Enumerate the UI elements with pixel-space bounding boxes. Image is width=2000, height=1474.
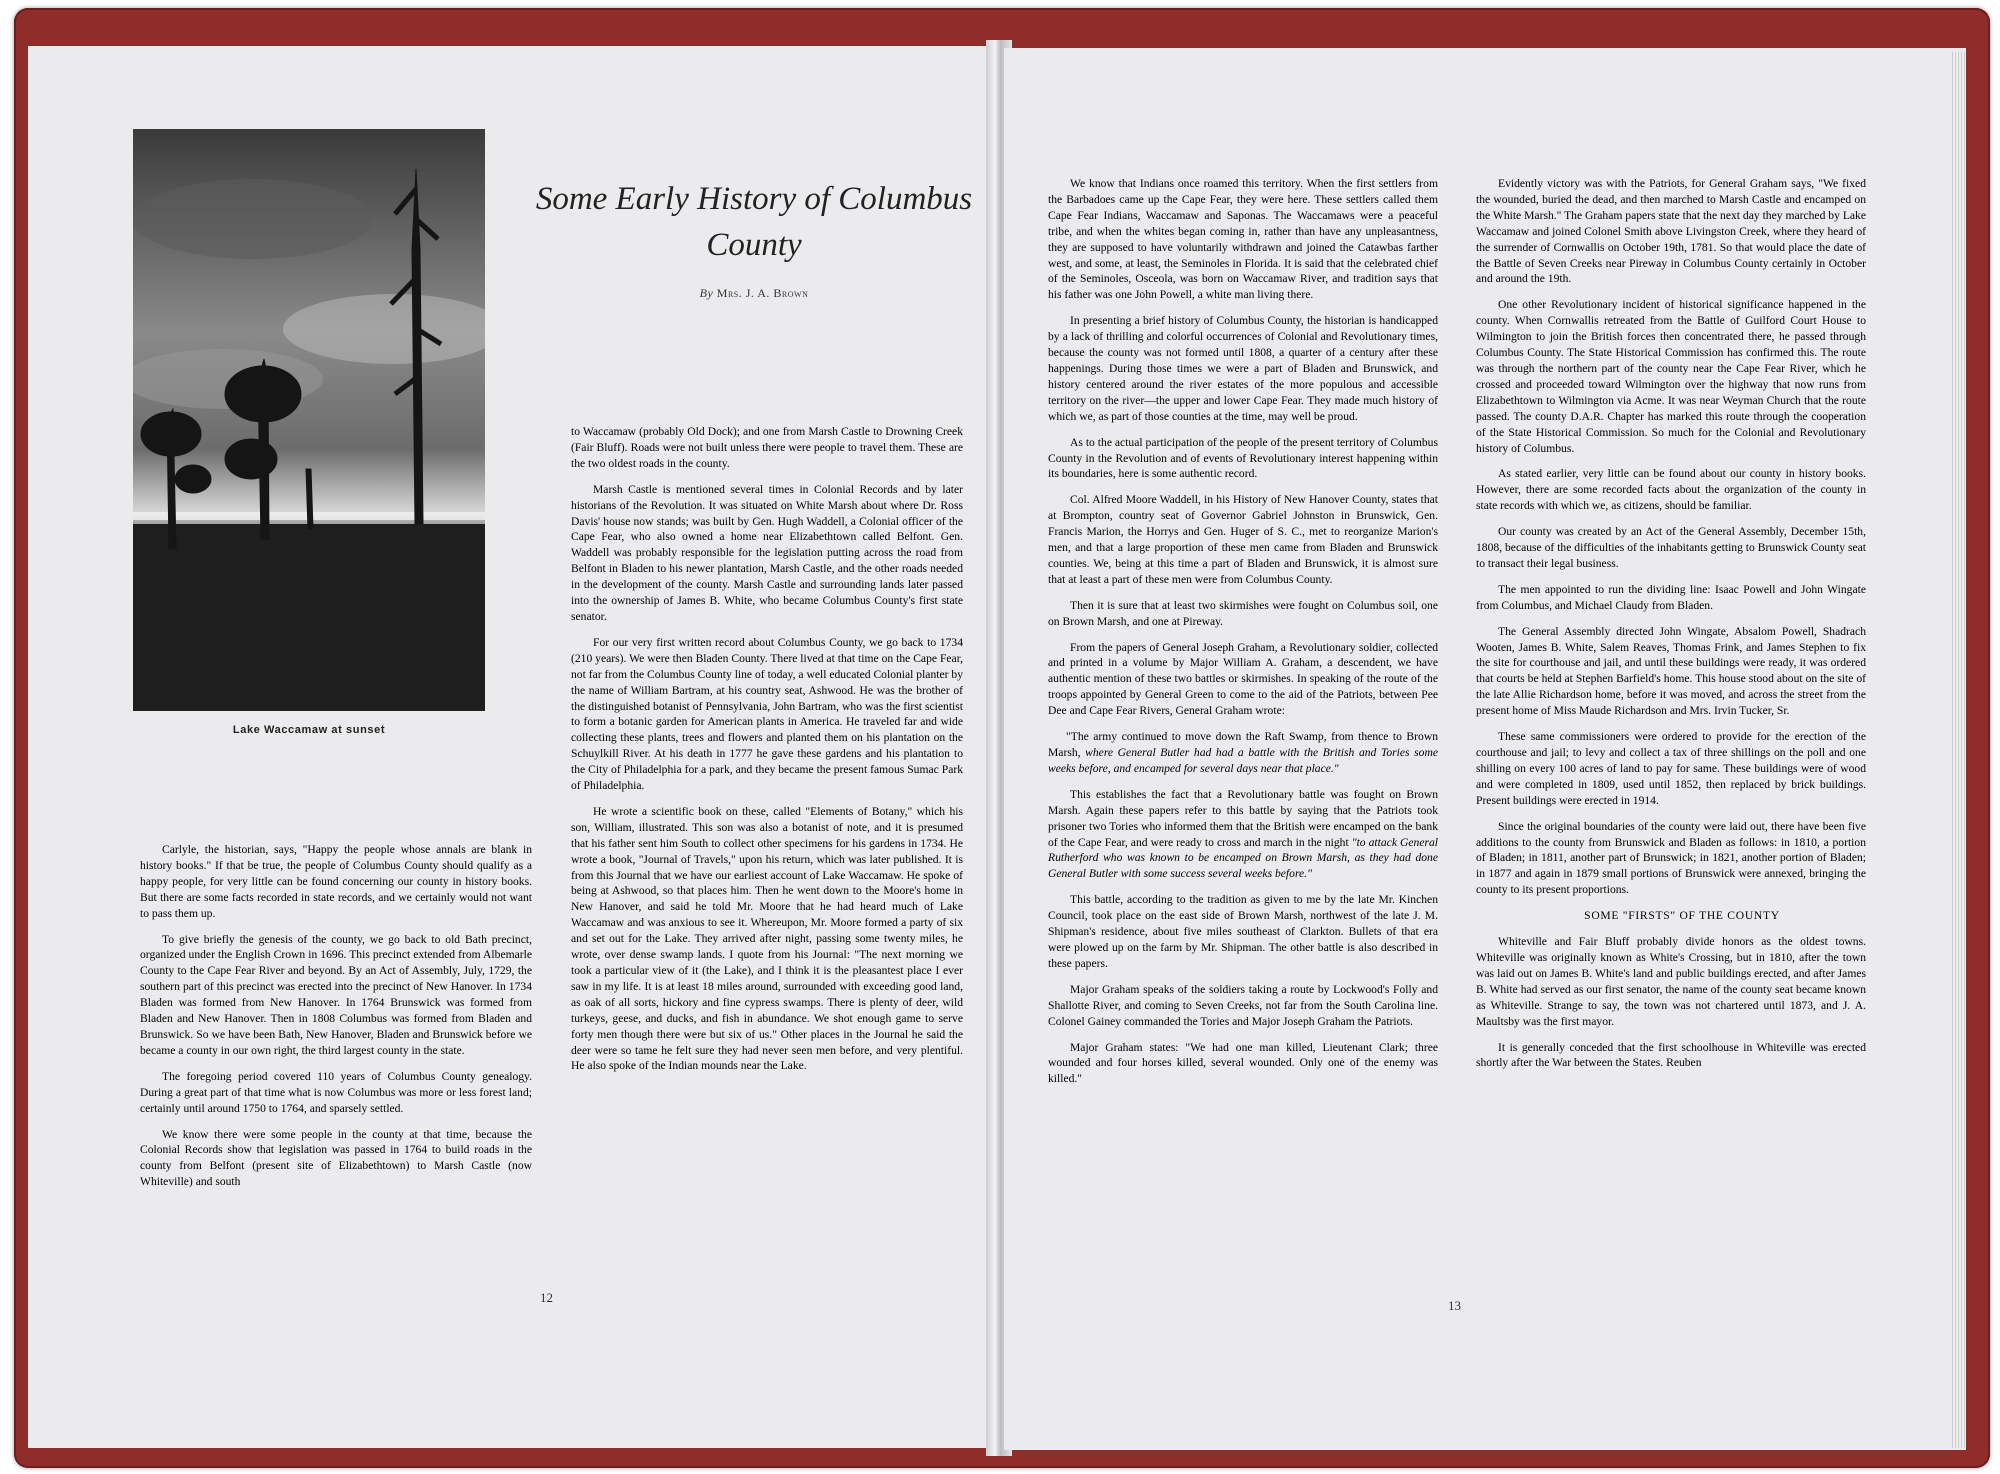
- page-number-left: 12: [540, 1290, 553, 1305]
- byline: [534, 286, 974, 301]
- paragraph: He wrote a scientific book on these, called "Elements of Botany," which his son, William, illustrated. This son was also a botanist of note, and it is presumed that his father sent him South to collect other specimens for his gardens in 1734. He wrote a book, "Journal of Travels," upon his return, which was later published. It is from this Journal that we have our earliest account of Lake Waccamaw. He spoke of being at Ashwood, so that places him. Then he went down to the Moore's home in New Hanover, and said he told Mr. Moore that he had heard much of Lake Waccamaw and was anxious to see it. Whereupon, Mr. Moore formed a party of six and set out for the Lake. They arrived after night, passing some twenty miles, he wrote, over dense swamp lands. I quote from his Journal: "The next morning we took a particular view of it (the Lake), and I think it is the pleasantest place I ever saw in my life. It is at least 18 miles around, surrounded with exceeding good land, as oak of all sorts, hickory and fine cypress swamps. There is plenty of deer, wild turkeys, geese, and ducks, and fish in abundance. We shot enough game to serve forty men though there were but six of us." Other places in the Journal he said the deer were so tame he felt sure they had never seen men before, and very plentiful. He also spoke of the Indian mounds near the Lake.: [571, 804, 963, 1073]
- quotation: [1048, 729, 1438, 777]
- byline-author: Mrs. J. A. Brown: [716, 286, 809, 300]
- paragraph: The General Assembly directed John Wingate, Absalom Powell, Shadrach Wooten, James B. White, Salem Reaves, Thomas Frink, and James Stephen to fix the site for courthouse and jail, and until these buildings were ready, it was ordered that courts be held at Stephen Barfield's home. This house stood about on the site of the late Allie Richardson home, before it was moved, and across the street from the present home of Miss Maude Richardson and Mrs. Irvin Tucker, Sr.: [1476, 624, 1866, 718]
- paragraph: In presenting a brief history of Columbus County, the historian is handicapped by a lack of thrilling and colorful occurrences of Colonial and Revolutionary times, because the county was not formed until 1808, a quarter of a century after these happenings. During those times we were a part of Bladen and Brunswick, and history centered around the river estates of the more populous and accessible territory on the river—the upper and lower Cape Fear. They made much history of which we, as part of those counties at the time, may well be proud.: [1048, 314, 1438, 423]
- paragraph: To give briefly the genesis of the county, we go back to old Bath precinct, organized under the English Crown in 1696. This precinct extended from Albemarle County to the Cape Fear River and beyond. By an Act of Assembly, July, 1729, the southern part of this precinct was erected into the precinct of New Hanover. In 1734 Bladen was formed from New Hanover. In 1764 Brunswick was formed from Bladen and New Hanover. Then in 1808 Columbus was formed from Bladen and Brunswick. So we have been Bath, New Hanover, Bladen and Brunswick before we became a county in our own right, the third largest county in the state.: [140, 932, 532, 1057]
- lake-waccamaw-photo: [133, 129, 485, 711]
- byline-by: By: [699, 286, 714, 300]
- paragraph: Our county was created by an Act of the General Assembly, December 15th, 1808, because of the difficulties of the inhabitants getting to Brunswick County seat to transact their legal business.: [1476, 525, 1866, 570]
- right-column-2: [1476, 176, 1866, 1081]
- paragraph: [1048, 787, 1438, 882]
- paragraph: As to the actual participation of the people of the present territory of Columbus County in the Revolution and of events of Revolutionary interest happening within its boundaries, here is some authentic record.: [1048, 435, 1438, 481]
- paragraph: Evidently victory was with the Patriots, for General Graham says, "We fixed the wounded, buried the dead, and then marched to Marsh Castle and encamped on the White Marsh." The Graham papers state that the next day they marched by Lake Waccamaw and joined Colonel Smith above Livingston Creek, where they heard of the surrender of Cornwallis on October 19th, 1781. So that would place the date of the Battle of Seven Creeks near Pireway in Columbus County certainly in October and around the 19th.: [1476, 177, 1866, 286]
- right-column-1: [1048, 176, 1438, 1097]
- paragraph: to Waccamaw (probably Old Dock); and one from Marsh Castle to Drowning Creek (Fair Bluff). Roads were not built unless there were people to travel them. These are the two oldest roads in the county.: [571, 425, 963, 470]
- left-column-2: [571, 424, 963, 1084]
- left-column-1: [140, 842, 532, 1200]
- paragraph: Then it is sure that at least two skirmishes were fought on Columbus soil, one on Brown Marsh, and one at Pireway.: [1048, 598, 1438, 628]
- lake-photo-image: [133, 129, 485, 711]
- photo-caption: Lake Waccamaw at sunset: [232, 724, 386, 736]
- paragraph: This battle, according to the tradition as given to me by the late Mr. Kinchen Council, took place on the east side of Brown Marsh, northwest of the late J. M. Shipman's residence, about five miles southeast of Clarkton. Bullets of that era were plowed up on the farm by Mr. Shipman. The other battle is also described in these papers.: [1048, 893, 1438, 970]
- article-title: Some Early History of Columbus County: [535, 181, 973, 263]
- paragraph: We know there were some people in the county at that time, because the Colonial Records show that legislation was passed in 1764 to build roads in the county from Belfont (present site of Elizabethtown) to Marsh Castle (now Whiteville) and south: [140, 1127, 532, 1189]
- paragraph: Since the original boundaries of the county were laid out, there have been five additions to the county from Brunswick and Bladen as follows: in 1810, a portion of Bladen; in 1811, another part of Brunswick; in 1821, another portion of Bladen; in 1877 and again in 1879 small portions of Brunswick were annexed, bringing the county to its present proportions.: [1476, 819, 1866, 897]
- paragraph: It is generally conceded that the first schoolhouse in Whiteville was erected shortly after the War between the States. Reuben: [1476, 1040, 1866, 1070]
- paragraph: Marsh Castle is mentioned several times in Colonial Records and by later historians of the Revolution. It was situated on White Marsh about where Dr. Ross Davis' house now stands; was built by Gen. Hugh Waddell, a Colonial officer of the Cape Fear, who also owned a home near Elizabethtown called Belfont. Gen. Waddell was probably responsible for the legislation putting across the road from Belfont in Bladen to his newer plantation, Marsh Castle, and the other roads needed in the development of the county. Marsh Castle and surrounding lands later passed into the ownership of James B. White, who became Columbus County's first state senator.: [571, 482, 963, 623]
- paragraph: Col. Alfred Moore Waddell, in his History of New Hanover County, states that at Brompton, country seat of Governor Gabriel Johnston in Brunswick, Gen. Francis Marion, the Horrys and Gen. Huger of S. C., met to reorganize Marion's men, and that a large proportion of these men came from Bladen and Brunswick counties. We, being at this time a part of Bladen and Brunswick, it is almost sure that at least a part of these men were from Columbus County.: [1048, 493, 1438, 586]
- paragraph: Major Graham speaks of the soldiers taking a route by Lockwood's Folly and Shallotte River, and coming to Seven Creeks, not far from the South Carolina line. Colonel Gainey commanded the Tories and Major Joseph Graham the Patriots.: [1048, 982, 1438, 1028]
- paragraph: Major Graham states: "We had one man killed, Lieutenant Clark; three wounded and four horses killed, several wounded. Only one of the enemy was killed.": [1048, 1040, 1438, 1086]
- paragraph-text: This establishes the fact that a Revolutionary battle was fought on Brown Marsh. Again these papers refer to this battle by saying that the Patriots took prisoner two Tories who informed them that the British were encamped on the bank of the Cape Fear, and were ready to cross and march in the night: [1048, 787, 1438, 849]
- page-edges: [1952, 52, 1966, 1448]
- paragraph: The men appointed to run the dividing line: Isaac Powell and John Wingate from Columbus, and Michael Claudy from Bladen.: [1476, 582, 1866, 612]
- paragraph: We know that Indians once roamed this territory. When the first settlers from the Barbadoes came up the Cape Fear, they were here. These settlers called them Cape Fear Indians, Waccamaw and Saponas. The Waccamaws were a peaceful tribe, and when the whites began coming in, rather than have any unpleasantness, they are supposed to have voluntarily withdrawn and joined the Catawbas farther west, and some, at least, the Seminoles in Florida. It is said that the celebrated chief of the Seminoles, Osceola, was born on Waccamaw River, and tradition says that his father was one John Powell, a white man living there.: [1048, 177, 1438, 302]
- paragraph: From the papers of General Joseph Graham, a Revolutionary soldier, collected and printed in a volume by Major William A. Graham, a descendent, we have authentic mention of these two battles or skirmishes. In speaking of the route of the troops appointed by General Green to come to the aid of the Patriots, between Pee Dee and Cape Fear Rivers, General Graham wrote:: [1048, 640, 1438, 718]
- paragraph: Whiteville and Fair Bluff probably divide honors as the oldest towns. Whiteville was originally known as White's Crossing, but in 1810, after the town was laid out on James B. White's land and public buildings erected, and after James B. White had served as our first senator, the name of the county seat became known as Whiteville. Strange to say, the town was not chartered until 1873, and J. A. Maultsby was the first mayor.: [1476, 935, 1866, 1028]
- quote-text: "The army continued to move down the Raft Swamp, from thence to Brown Marsh,: [1048, 730, 1438, 759]
- paragraph: For our very first written record about Columbus County, we go back to 1734 (210 years). We were then Bladen County. There lived at that time on the Cape Fear, not far from the Columbus County line of today, a well educated Colonial planter by the name of William Bartram, at his country seat, Ashwood. He was the brother of the distinguished botanist of Pennsylvania, John Bartram, who was the first scientist to form a botanic garden for American plants in America. He traveled far and wide collecting these plants, trees and flowers and planted them on his plantation on the Schuylkill River. At his death in 1777 he gave these gardens and his plantation to the City of Philadelphia for a park, and they became the present famous Sumac Park of Philadelphia.: [571, 635, 963, 793]
- paragraph: The foregoing period covered 110 years of Columbus County genealogy. During a great part of that time what is now Columbus was more or less forest land; certainly until around 1750 to 1764, and sparsely settled.: [140, 1069, 532, 1115]
- quote-italic: "to attack General Rutherford who was known to be encamped on Brown Marsh, as they had done General Butler with some success several weeks before.": [1048, 835, 1438, 881]
- section-heading: SOME "FIRSTS" OF THE COUNTY: [1584, 909, 1780, 923]
- paragraph: One other Revolutionary incident of historical significance happened in the county. When Cornwallis retreated from the Battle of Guilford Court House to Wilmington to join the British forces then concentrated there, he passed through Columbus County. The State Historical Commission has confirmed this. The route was through the northern part of the county near the Cape Fear River, which he crossed and proceeded toward Wilmington over the highway that now runs from Elizabethtown to Wilmington via Acme. It was near Weyman Church that the route passed. The county D.A.R. Chapter has marked this route through the cooperation of the State Historical Commission. So much for the Colonial and Revolutionary history of Columbus.: [1476, 298, 1866, 455]
- quote-italic: where General Butler had had a battle with the British and Tories some weeks before, and encamped for several days near that place.": [1048, 746, 1438, 775]
- paragraph: As stated earlier, very little can be found about our county in history books. However, there are some recorded facts about the organization of the county in state records with which we, as citizens, should be familiar.: [1476, 467, 1866, 513]
- paragraph: These same commissioners were ordered to provide for the erection of the courthouse and jail; to levy and collect a tax of three shillings on the poll and one shilling on every 100 acres of land to pay for same. These buildings were of wood and were completed in 1809, used until 1852, then replaced by brick buildings. Present buildings were erected in 1914.: [1476, 730, 1866, 807]
- paragraph: Carlyle, the historian, says, "Happy the people whose annals are blank in history books." If that be true, the people of Columbus County should qualify as a happy people, for very little can be found concerning our county in history books. But there are some facts recorded in state records, and we certainly would not want to pass them up.: [140, 843, 532, 920]
- page-number-right: 13: [1448, 1298, 1461, 1313]
